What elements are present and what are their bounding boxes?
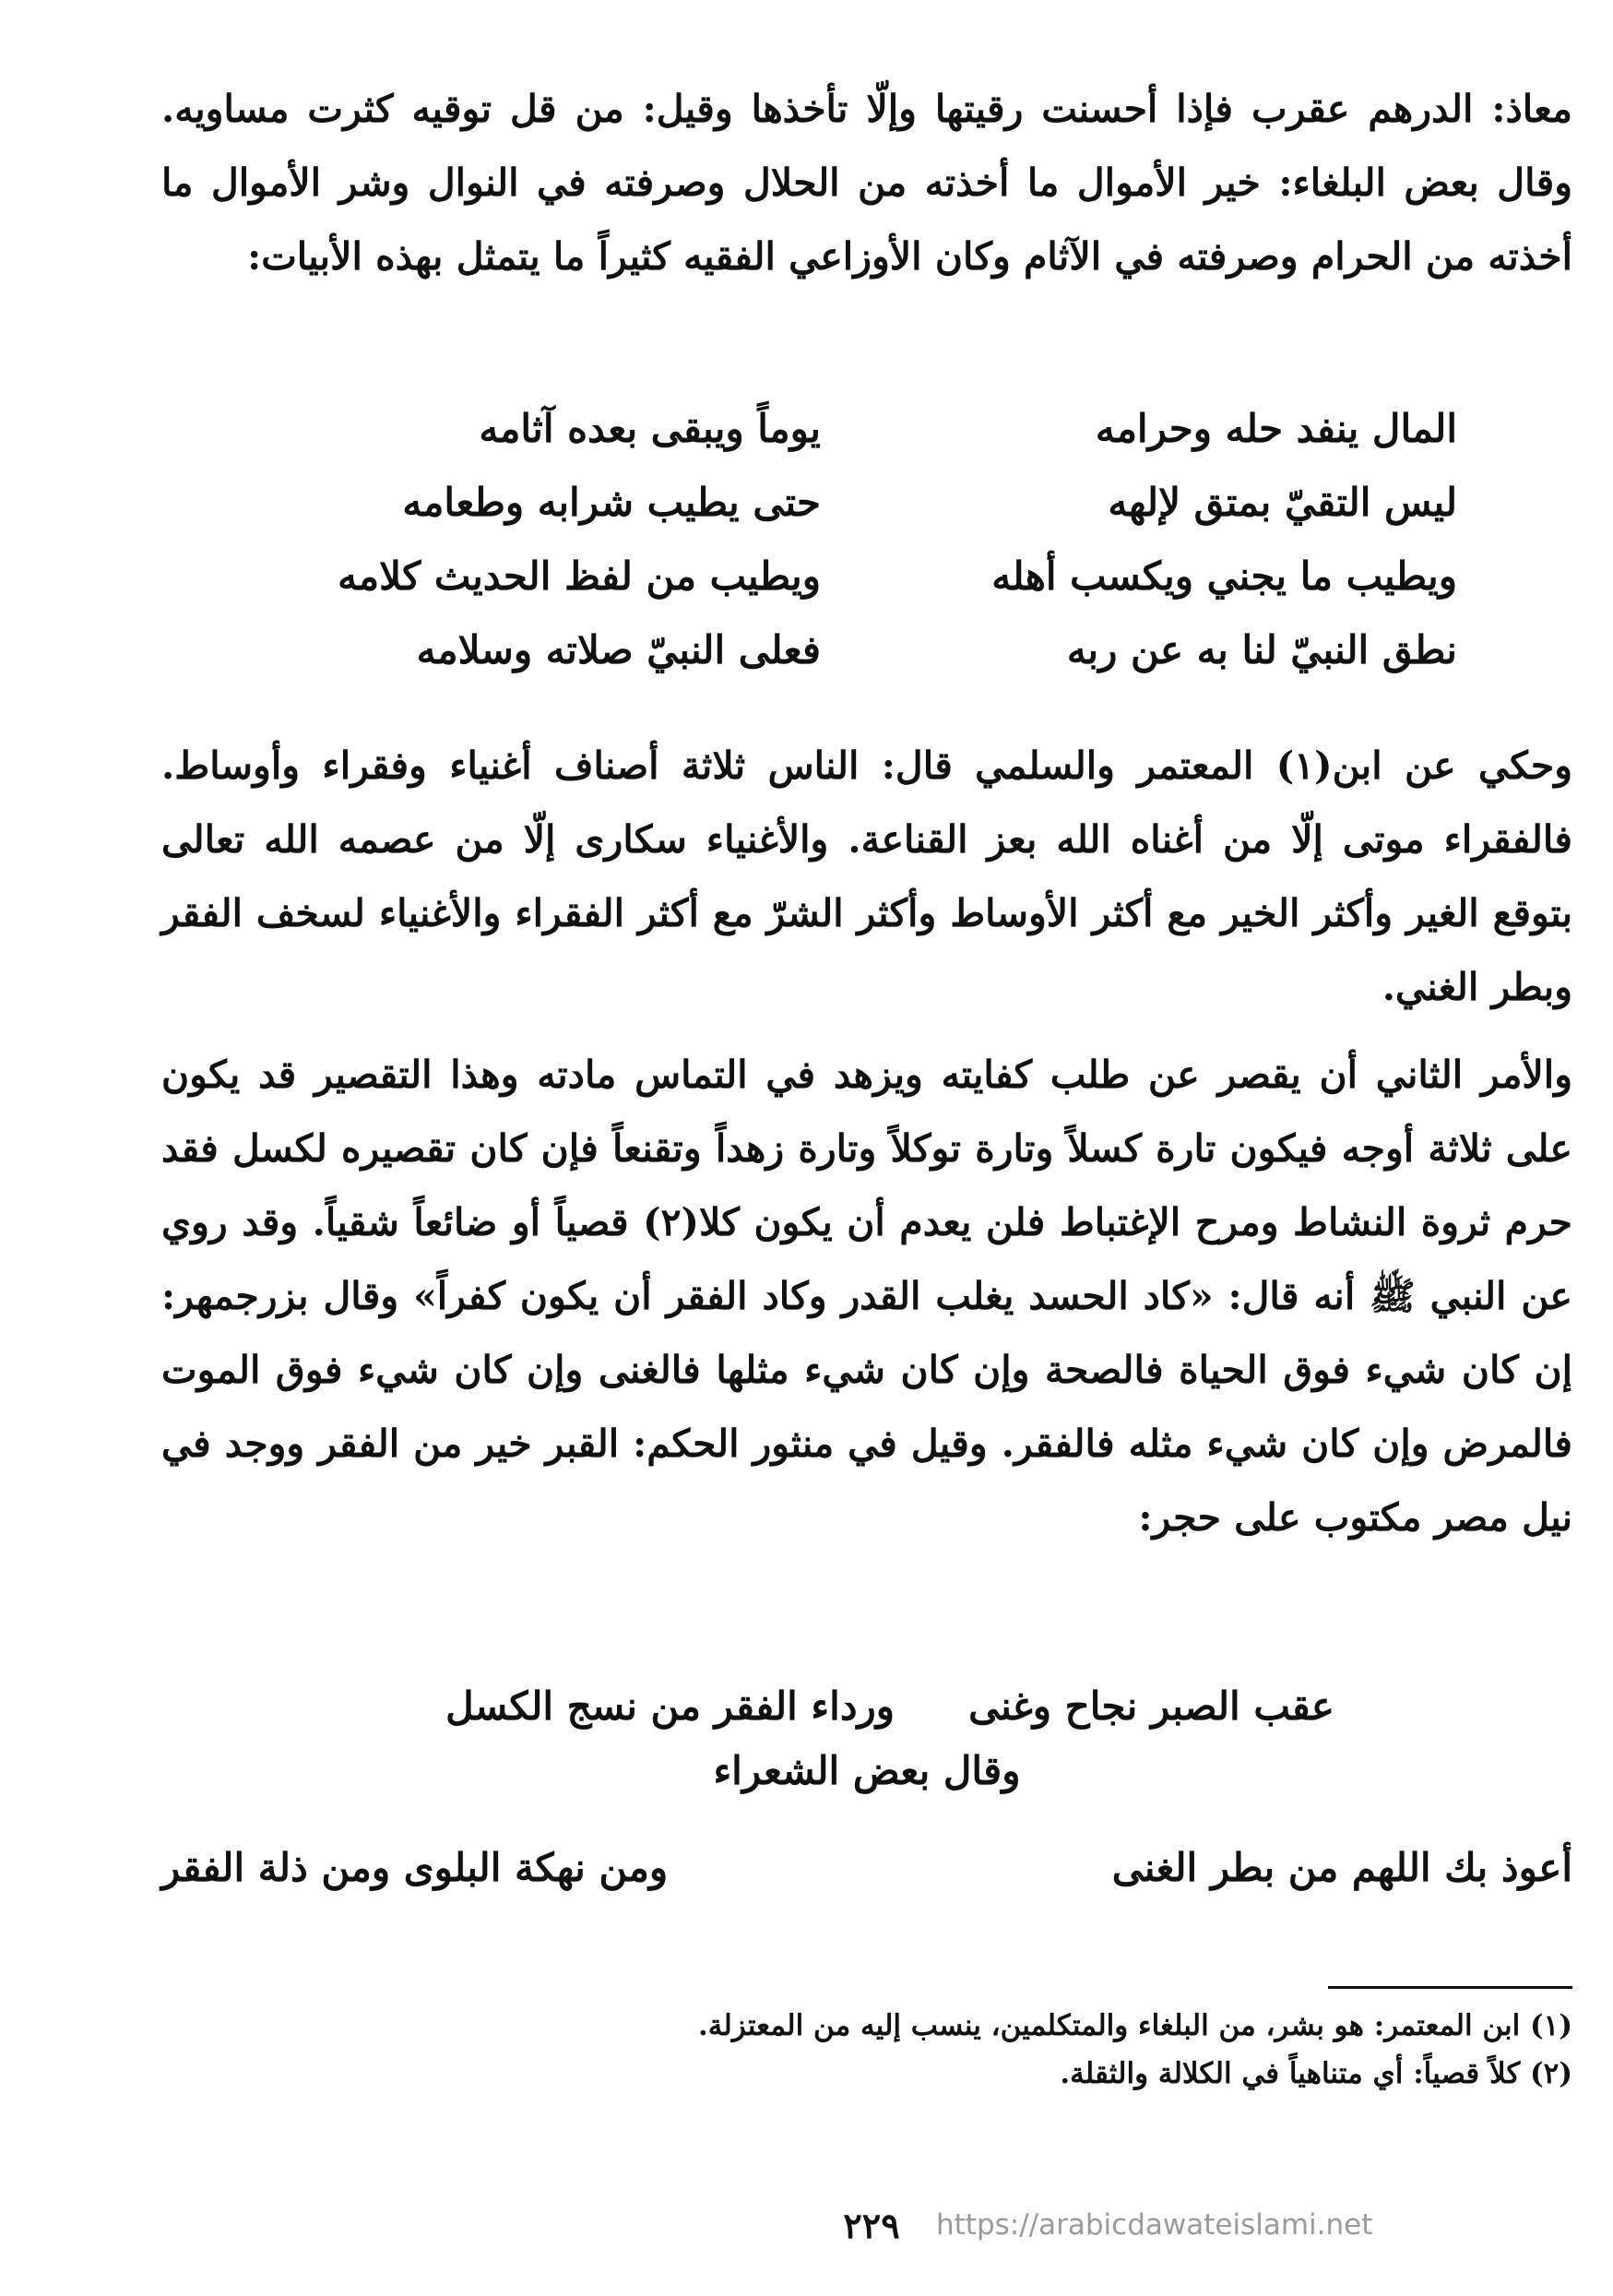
verse-second-half: ورداء الفقر من نسج الكسل (445, 1683, 895, 1729)
verse-second-half: فعلى النبيّ صلاته وسلامه (416, 627, 821, 672)
verse (161, 1831, 1572, 1905)
verse-first-half: نطق النبيّ لنا به عن ربه (1066, 627, 1457, 672)
page-number: ٢٢٩ (843, 2205, 900, 2246)
verse-second-half: ويطيب من لفظ الحديث كلامه (338, 553, 821, 599)
verse (277, 613, 1457, 687)
verse-second-half: ومن نهكة البلوى ومن ذلة الفقر (161, 1845, 669, 1890)
footnotes (161, 2002, 1572, 2098)
verse-first-half: عقب الصبر نجاح وغنى (968, 1683, 1334, 1729)
verse (277, 392, 1457, 466)
footnote-2: (٢) كلاً قصياً: أي متناهياً في الكلالة والثقلة. (1060, 2057, 1572, 2090)
poem-supplication (161, 1831, 1572, 1905)
verse-first-half: ويطيب ما يجني ويكسب أهله (991, 553, 1457, 599)
verse-second-half: حتى يطيب شرابه وطعامه (402, 480, 821, 525)
poem-al-awzai (277, 392, 1457, 687)
footnote-1: (١) ابن المعتمر: هو بشر، من البلغاء والمتكلمين، ينسب إليه من المعتزلة. (697, 2009, 1572, 2042)
paragraph-2: وحكي عن ابن(١) المعتمر والسلمي قال: الناس ثلاثة أصناف أغنياء وفقراء وأوساط. فالفقراء موتى إلّا من أغناه الله بعز القناعة. والأغنياء سكارى إلّا من عصمه الله تعالى بتوقع الغير وأكثر الخير مع أكثر الأوساط وأكثر الشرّ مع أكثر الفقراء والأغنياء لسخف الفقر وبطر الغني. (161, 744, 1572, 1009)
verse-first-half: المال ينفد حله وحرامه (1095, 406, 1457, 451)
verse-first-half: ليس التقيّ بمتق لإلهه (1108, 480, 1457, 525)
paragraph-1: معاذ: الدرهم عقرب فإذا أحسنت رقيتها وإلّا تأخذها وقيل: من قل توقيه كثرت مساويه. وقال بعض البلغاء: خير الأموال ما أخذته من الحلال وصرفته في النوال وشر الأموال ما أخذته من الحرام وصرفته في الآثام وكان الأوزاعي الفقيه كثيراً ما يتمثل بهذه الأبيات: (161, 87, 1572, 279)
verse (277, 1670, 1503, 1743)
footnote-divider (1328, 1986, 1572, 1989)
poet-attribution: وقال بعض الشعراء (713, 1748, 1021, 1793)
poem-patience (277, 1670, 1503, 1743)
watermark-url: https://arabicdawateislami.net (936, 2208, 1373, 2242)
verse (277, 466, 1457, 540)
verse-second-half: يوماً ويبقى بعده آثامه (479, 406, 821, 451)
paragraph-3: والأمر الثاني أن يقصر عن طلب كفايته ويزهد في التماس مادته وهذا التقصير قد يكون على ثلاثة أوجه فيكون تارة كسلاً وتارة توكلاً وتارة زهداً وتقنعاً فإن كان تقصيره لكسل فقد حرم ثروة النشاط ومرح الإغتباط فلن يعدم أن يكون كلا(٢) قصياً أو ضائعاً شقياً. وقد روي عن النبي ﷺ أنه قال: «كاد الحسد يغلب القدر وكاد الفقر أن يكون كفراً» وقال بزرجمهر: إن كان شيء فوق الحياة فالصحة وإن كان شيء مثلها فالغنى وإن كان شيء فوق الموت فالمرض وإن كان شيء مثله فالفقر. وقيل في منثور الحكم: القبر خير من الفقر ووجد في نيل مصر مكتوب على حجر: (161, 1053, 1572, 1540)
verse (277, 540, 1457, 613)
verse-first-half: أعوذ بك اللهم من بطر الغنى (1111, 1845, 1572, 1890)
